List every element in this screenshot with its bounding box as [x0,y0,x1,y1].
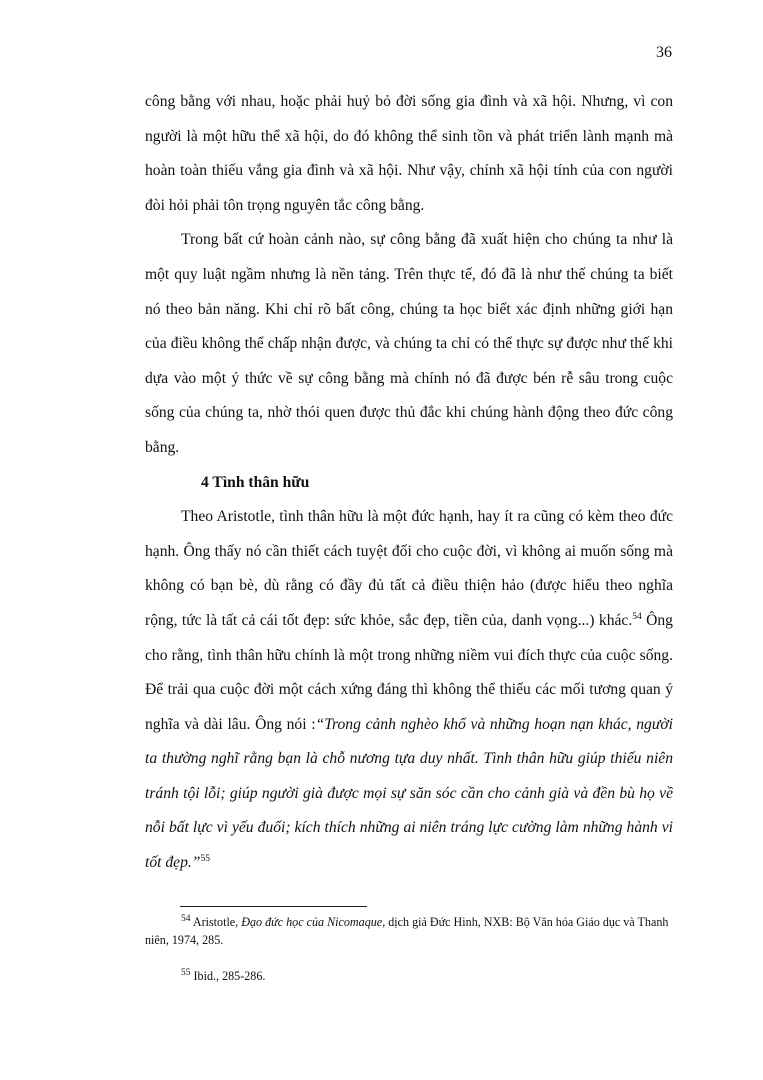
footnote-ref-55: 55 [200,853,210,864]
footnote-55-text: Ibid., 285-286. [190,969,266,983]
footnote-ref-54: 54 [632,611,642,622]
footnote-54-publication: , dịch giả Đức Hinh, NXB: Bộ Văn hóa Giáo dục và Thanh niên, 1974, 285. [145,915,669,947]
footnote-54-title: Đạo đức học của Nicomaque [241,915,383,929]
footnote-number-55: 55 [181,967,191,978]
aristotle-quote: “Trong cảnh nghèo khổ và những hoạn nạn khác, người ta thường nghĩ rằng bạn là chỗ nương tựa duy nhất. Tình thân hữu giúp thiếu niên tránh tội lỗi; giúp người già được mọi sự săn sóc cần cho cảnh già và đền bù họ về nỗi bất lực vì yếu đuối; kích thích những ai niên tráng lực cường làm những hành vi tốt đẹp.” [145,715,673,872]
footnote-divider [180,906,367,907]
paragraph-justice-law: Trong bất cứ hoàn cảnh nào, sự công bằng đã xuất hiện cho chúng ta như là một quy luật ngầm nhưng là nền tảng. Trên thực tế, đó đã là như thế chúng ta biết nó theo bản năng. Khi chỉ rõ bất công, chúng ta học biết xác định những giới hạn của điều không thể chấp nhận được, và chúng ta chỉ có thể thực sự được như thế khi dựa vào một ý thức về sự công bằng mà chính nó đã được bén rễ sâu trong cuộc sống của chúng ta, nhờ thói quen được thủ đắc khi chúng hành động theo đức công bằng. [145,231,673,456]
body-text [145,85,673,881]
paragraph-justice-social: công bằng với nhau, hoặc phải huỷ bỏ đời sống gia đình và xã hội. Nhưng, vì con người là một hữu thể xã hội, do đó không thể sinh tồn và phát triển lành mạnh mà hoàn toàn thiếu vắng gia đình và xã hội. Như vậy, chính xã hội tính của con người đòi hỏi phải tôn trọng nguyên tắc công bằng. [145,93,673,214]
paragraph-friendship-text-1: Theo Aristotle, tình thân hữu là một đức hạnh, hay ít ra cũng có kèm theo đức hạnh. Ông thấy nó cần thiết cách tuyệt đối cho cuộc đời, vì không ai muốn sống mà không có bạn bè, dù rằng có đầy đủ tất cả điều thiện hảo (được hiểu theo nghĩa rộng, tức là tất cả cái tốt đẹp: sức khỏe, sắc đẹp, tiền của, danh vọng...) khác. [145,508,673,629]
section-heading-friendship: 4 Tình thân hữu [201,473,310,491]
footnote-54-author: Aristotle, [190,915,242,929]
footnotes [145,913,673,1003]
page-number: 36 [656,44,672,61]
footnote-54 [145,913,673,949]
paragraph-friendship-text-2: Ông cho rằng, tình thân hữu chính là một trong những niềm vui đích thực của cuộc sống. Để trải qua cuộc đời một cách xứng đáng thì không thể thiếu các mối tương quan ý nghĩa và dài lâu. Ông nói : [145,611,673,733]
paragraph-friendship [145,500,673,881]
footnote-number-54: 54 [181,913,191,924]
footnote-55 [145,967,673,985]
